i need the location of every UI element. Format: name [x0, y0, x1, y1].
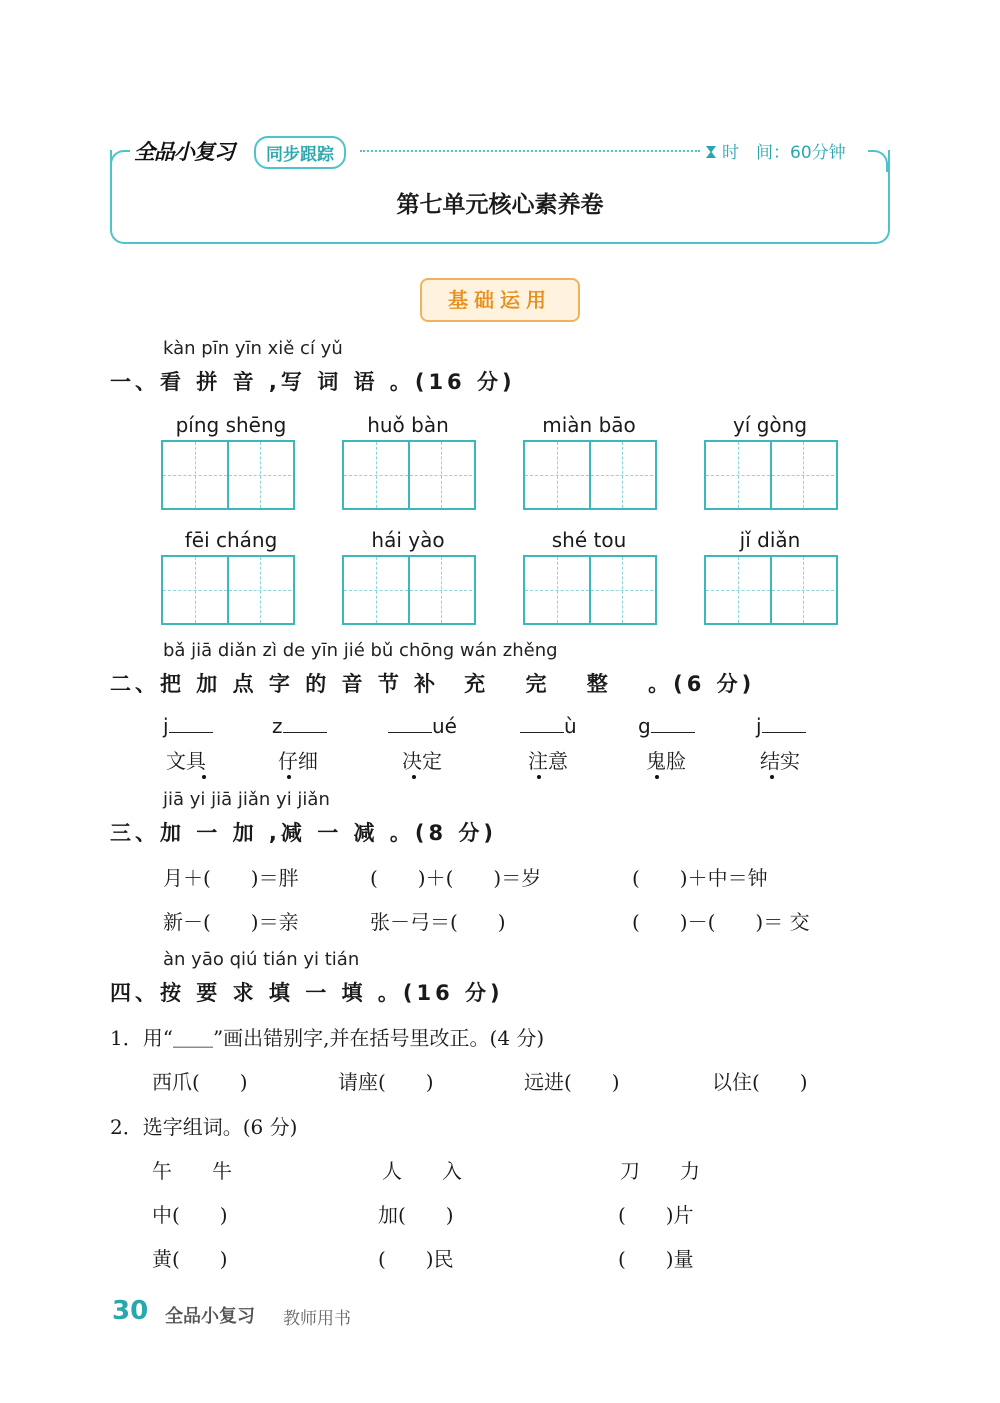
- q4-sub2: 2．选字组词。(6 分): [110, 1115, 298, 1139]
- emphasis-dot: [537, 775, 541, 779]
- emphasis-dot: [655, 775, 659, 779]
- writing-grid[interactable]: [342, 440, 476, 510]
- q3-equation[interactable]: ( )＋( )＝岁: [370, 866, 542, 890]
- section-badge: 基础运用: [420, 278, 580, 322]
- q4-item[interactable]: 远进( ): [524, 1070, 620, 1094]
- footer-title: 全品小复习: [165, 1306, 255, 1327]
- q3-equation[interactable]: ( )－( )＝ 交: [632, 910, 810, 934]
- q2-blank[interactable]: [388, 714, 457, 738]
- page-title: 第七单元核心素养卷: [396, 191, 604, 218]
- brand-logo: 全品小复习: [130, 136, 238, 166]
- emphasis-dot: [770, 775, 774, 779]
- q4-item[interactable]: 请座( ): [338, 1070, 434, 1094]
- q2-syllable: j: [756, 714, 762, 738]
- q3-heading: 三、加 一 加 ,减 一 减 。(8 分): [110, 821, 497, 845]
- q2-syllable: j: [163, 714, 169, 738]
- q3-equation[interactable]: 月＋( )＝胖: [163, 866, 299, 890]
- emphasis-dot: [412, 775, 416, 779]
- q2-syllable: ué: [432, 714, 457, 738]
- q2-word: 结实: [760, 749, 800, 773]
- writing-grid[interactable]: [161, 555, 295, 625]
- q2-syllable: z: [272, 714, 283, 738]
- q3-pinyin: jiā yi jiā jiǎn yi jiǎn: [163, 789, 330, 810]
- hourglass-icon: [706, 146, 716, 158]
- q2-word: 决定: [402, 749, 442, 773]
- q1-word-pinyin: yí gòng: [732, 413, 808, 437]
- emphasis-dot: [202, 775, 206, 779]
- writing-grid[interactable]: [342, 555, 476, 625]
- q2-syllable: ù: [564, 714, 577, 738]
- q4-char-pair: 午 牛: [152, 1159, 232, 1183]
- q2-syllable: g: [638, 714, 651, 738]
- q2-heading: 二、把 加 点 字 的 音 节 补 充 完 整 。(6 分): [110, 672, 756, 696]
- q4-pinyin: àn yāo qiú tián yi tián: [163, 949, 360, 970]
- q3-equation[interactable]: 张－弓＝( ): [370, 910, 506, 934]
- writing-grid[interactable]: [704, 555, 838, 625]
- q4-word-blank[interactable]: ( )片: [618, 1203, 694, 1227]
- q2-word: 仔细: [278, 749, 318, 773]
- q2-word: 文具: [166, 749, 206, 773]
- q4-char-pair: 刀 力: [620, 1159, 700, 1183]
- q1-word-pinyin: hái yào: [371, 528, 445, 552]
- q4-word-blank[interactable]: 中( ): [152, 1203, 228, 1227]
- q1-word-pinyin: miàn bāo: [542, 413, 636, 437]
- time-limit: [700, 138, 852, 163]
- q2-blank[interactable]: [638, 714, 695, 738]
- q4-word-blank[interactable]: 黄( ): [152, 1247, 228, 1271]
- q4-word-blank[interactable]: ( )民: [378, 1247, 454, 1271]
- q2-blank[interactable]: [756, 714, 806, 738]
- q4-word-blank[interactable]: 加( ): [378, 1203, 454, 1227]
- q2-blank[interactable]: [520, 714, 577, 738]
- q4-char-pair: 人 入: [382, 1159, 462, 1183]
- q4-heading: 四、按 要 求 填 一 填 。(16 分): [110, 981, 504, 1005]
- q2-word: 注意: [528, 749, 568, 773]
- q3-equation[interactable]: ( )＋中＝钟: [632, 866, 768, 890]
- q1-pinyin: kàn pīn yīn xiě cí yǔ: [163, 338, 343, 359]
- page-number: 30: [112, 1296, 149, 1326]
- q1-heading: 一、看 拼 音 ,写 词 语 。(16 分): [110, 370, 516, 394]
- sync-tag: 同步跟踪: [254, 136, 346, 169]
- q1-word-pinyin: píng shēng: [175, 413, 287, 437]
- q1-word-pinyin: jǐ diǎn: [739, 528, 801, 552]
- writing-grid[interactable]: [523, 555, 657, 625]
- q1-word-pinyin: fēi cháng: [184, 528, 278, 552]
- q3-equation[interactable]: 新－( )＝亲: [163, 910, 299, 934]
- q2-blank[interactable]: [272, 714, 327, 738]
- emphasis-dot: [287, 775, 291, 779]
- q2-blank[interactable]: [163, 714, 213, 738]
- q2-word: 鬼脸: [646, 749, 686, 773]
- q4-sub1: 1．用“＿＿”画出错别字,并在括号里改正。(4 分): [110, 1026, 545, 1050]
- header-corner-left: [110, 150, 130, 172]
- q2-pinyin: bǎ jiā diǎn zì de yīn jié bǔ chōng wán zhěng: [163, 640, 558, 661]
- writing-grid[interactable]: [523, 440, 657, 510]
- q1-word-pinyin: shé tou: [551, 528, 627, 552]
- writing-grid[interactable]: [161, 440, 295, 510]
- q4-word-blank[interactable]: ( )量: [618, 1247, 694, 1271]
- q4-item[interactable]: 以住( ): [712, 1070, 808, 1094]
- header-dotted-line: [360, 150, 700, 152]
- time-text: 时 间：60分钟: [722, 143, 846, 163]
- q4-item[interactable]: 西爪( ): [152, 1070, 248, 1094]
- q1-word-pinyin: huǒ bàn: [367, 413, 449, 437]
- footer-subtitle: 教师用书: [283, 1309, 351, 1329]
- writing-grid[interactable]: [704, 440, 838, 510]
